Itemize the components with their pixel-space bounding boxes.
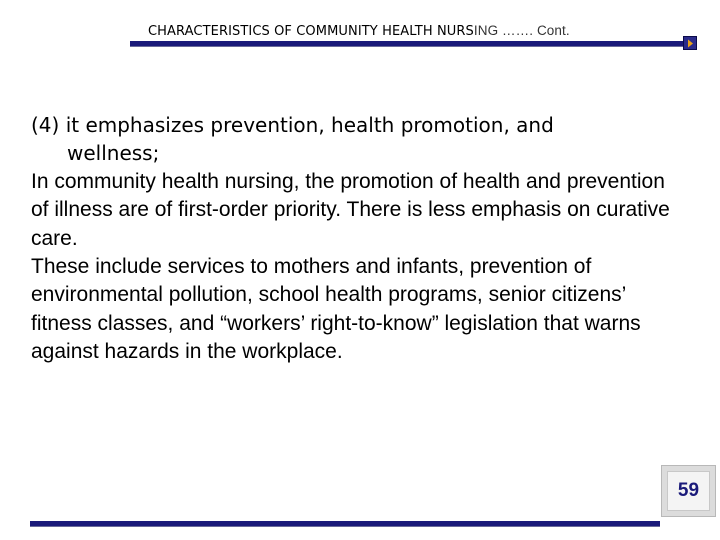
header-title-main: CHARACTERISTICS OF COMMUNITY HEALTH NURS [148,24,474,39]
bullet-point-line1: (4) it emphasizes prevention, health promotion, and [31,113,554,137]
bullet-point [31,111,681,168]
paragraph-priority: In community health nursing, the promotion of health and prevention of illness are of first-order priority. There is less emphasis on curative care. [31,169,670,250]
arrow-right-icon [687,39,694,48]
paragraph-services: These include services to mothers and infants, prevention of environmental pollution, school health programs, senior citizens’ fitness classes, and “workers’ right-to-know” legislation that warns against hazards in the workplace. [31,255,641,364]
slide-header-title [148,22,570,39]
next-slide-icon[interactable] [683,36,697,50]
slide-body [31,111,681,367]
header-title-tail: ING ……. Cont. [473,23,570,38]
page-number-box [661,465,716,517]
footer-divider [30,521,660,526]
header-divider [130,41,684,46]
bullet-point-line2: wellness; [67,141,160,166]
page-number: 59 [667,471,710,511]
